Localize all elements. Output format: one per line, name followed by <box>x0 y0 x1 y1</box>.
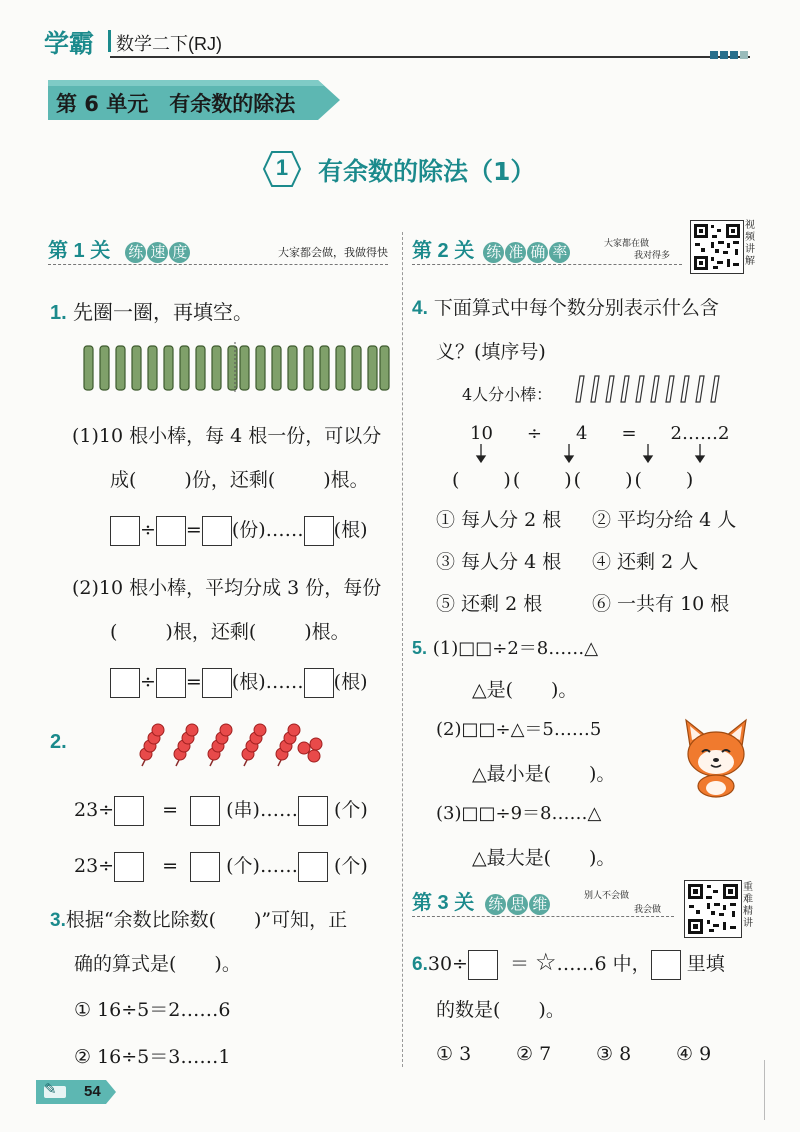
q4-arrows <box>470 442 720 464</box>
q1-part2-line2: ( )根，还剩( )根。 <box>110 621 350 643</box>
q6-option: ④ 9 <box>676 1043 712 1065</box>
q5-part3-answer: △最大是( )。 <box>472 847 616 869</box>
q1-part1-equation: ÷ = (份)…… (根) <box>110 516 368 546</box>
q1-part2-line1: (2)10 根小棒，平均分成 3 份，每份 <box>72 577 382 599</box>
q6-line2: 的数是( )。 <box>436 999 565 1021</box>
q6-line1: 6.30÷ ＝ ☆……6 中， 里填 <box>412 950 725 980</box>
q4-option: ④ 还剩 2 人 <box>592 551 699 573</box>
q2-number: 2. <box>50 731 67 753</box>
stage2-header <box>412 234 682 265</box>
answer-box[interactable] <box>190 852 220 882</box>
q6-option: ① 3 <box>436 1043 472 1065</box>
answer-box[interactable] <box>114 852 144 882</box>
q5-part1-answer: △是( )。 <box>472 679 578 701</box>
stage2-qr-label: 视频讲解 <box>745 220 755 267</box>
stage3-label: 第 3 关 <box>412 892 475 914</box>
q6-option: ② 7 <box>516 1043 552 1065</box>
answer-box[interactable] <box>114 796 144 826</box>
stage2-slogan-bottom: 我对得多 <box>634 250 671 260</box>
q5-part2-answer: △最小是( )。 <box>472 763 616 785</box>
q3-line1: 3.根据“余数比除数( )”可知，正 <box>50 909 348 931</box>
unit-title: 第 6 单元 有余数的除法 <box>56 92 296 116</box>
q4-option: ⑤ 还剩 2 根 <box>436 593 543 615</box>
q4-option: ⑥ 一共有 10 根 <box>592 593 730 615</box>
stage1-label: 第 1 关 <box>48 240 111 262</box>
stage3-slogan-bottom: 我会做 <box>634 904 662 914</box>
answer-box[interactable] <box>202 668 232 698</box>
q4-sticks-label: 4人分小棒： <box>462 385 553 404</box>
stage2-badge: 确 <box>527 242 548 263</box>
q1-title: 1. 先圈一圈，再填空。 <box>50 300 254 324</box>
stage2-slogan-top: 大家都在做 <box>604 238 650 248</box>
stage2-badge: 率 <box>549 242 570 263</box>
header-rule <box>110 56 750 58</box>
answer-box[interactable] <box>304 668 334 698</box>
answer-box[interactable] <box>304 516 334 546</box>
q4-option: ③ 每人分 4 根 <box>436 551 562 573</box>
stage2-badge: 练 <box>483 242 504 263</box>
answer-box[interactable] <box>110 516 140 546</box>
q3-line2: 确的算式是( )。 <box>74 953 241 975</box>
q4-blanks[interactable]: ( )( )( )( ) <box>452 469 696 491</box>
answer-box[interactable] <box>468 950 498 980</box>
answer-box[interactable] <box>110 668 140 698</box>
stage1-badge: 速 <box>147 242 168 263</box>
lesson-number: 1 <box>275 155 289 180</box>
answer-box-reference <box>651 950 681 980</box>
q5-part1-expr: 5. (1)□□÷2＝8……△ <box>412 638 599 659</box>
stage3-qr-code[interactable] <box>684 880 742 938</box>
lesson-title: 有余数的除法（1） <box>318 157 536 186</box>
answer-box[interactable] <box>202 516 232 546</box>
stage3-badge: 练 <box>485 894 506 915</box>
subject-title: 数学二下(RJ) <box>116 34 222 54</box>
answer-box[interactable] <box>298 796 328 826</box>
q4-line2: 义？(填序号) <box>436 341 546 363</box>
q2-equation-2: 23÷ = (个)…… (个) <box>74 852 368 882</box>
stage3-qr-label: 重难精讲 <box>743 882 753 929</box>
q1-sticks <box>82 342 392 394</box>
q3-option-2: ② 16÷5＝3……1 <box>74 1046 231 1068</box>
column-divider <box>402 232 403 1067</box>
q2-haws-image <box>128 720 328 770</box>
stage1-badge: 练 <box>125 242 146 263</box>
stage2-qr-code[interactable] <box>690 220 744 274</box>
stage2-badge: 准 <box>505 242 526 263</box>
stage1-badge: 度 <box>169 242 190 263</box>
stage3-header <box>412 886 674 917</box>
brand-divider <box>108 30 111 52</box>
right-edge-rule <box>764 1060 765 1120</box>
q5-part2-expr: (2)□□÷△＝5……5 <box>436 719 602 740</box>
stage2-label: 第 2 关 <box>412 240 475 262</box>
answer-box[interactable] <box>156 516 186 546</box>
pencil-icon: ✎ <box>44 1081 57 1098</box>
answer-box[interactable] <box>156 668 186 698</box>
stage3-slogan-top: 别人不会做 <box>584 890 630 900</box>
q1-part1-line2: 成( )份，还剩( )根。 <box>110 469 369 491</box>
answer-box[interactable] <box>190 796 220 826</box>
stage3-badge: 思 <box>507 894 528 915</box>
stage1-header <box>48 234 388 265</box>
stage3-badge: 维 <box>529 894 550 915</box>
q4-equation: 10 ÷ 4 = 2……2 <box>470 423 730 444</box>
star-icon: ☆ <box>535 948 557 976</box>
q3-option-1: ① 16÷5＝2……6 <box>74 999 231 1021</box>
q2-equation-1: 23÷ = (串)…… (个) <box>74 796 368 826</box>
q4-line1: 4. 下面算式中每个数分别表示什么含 <box>412 297 719 319</box>
q4-option: ② 平均分给 4 人 <box>592 509 737 531</box>
q6-option: ③ 8 <box>596 1043 632 1065</box>
q4-sticks <box>574 374 734 404</box>
q4-option: ① 每人分 2 根 <box>436 509 562 531</box>
stage1-slogan: 大家都会做，我做得快 <box>278 247 388 259</box>
q5-part3-expr: (3)□□÷9＝8……△ <box>436 803 602 824</box>
answer-box[interactable] <box>298 852 328 882</box>
brand-logo: 学霸 <box>44 30 95 58</box>
page-number: 54 <box>84 1083 101 1100</box>
header-squares <box>710 44 748 63</box>
q1-part2-equation: ÷ = (根)…… (根) <box>110 668 368 698</box>
q1-part1-line1: (1)10 根小棒，每 4 根一份，可以分 <box>72 425 382 447</box>
fox-mascot-image <box>678 716 754 798</box>
